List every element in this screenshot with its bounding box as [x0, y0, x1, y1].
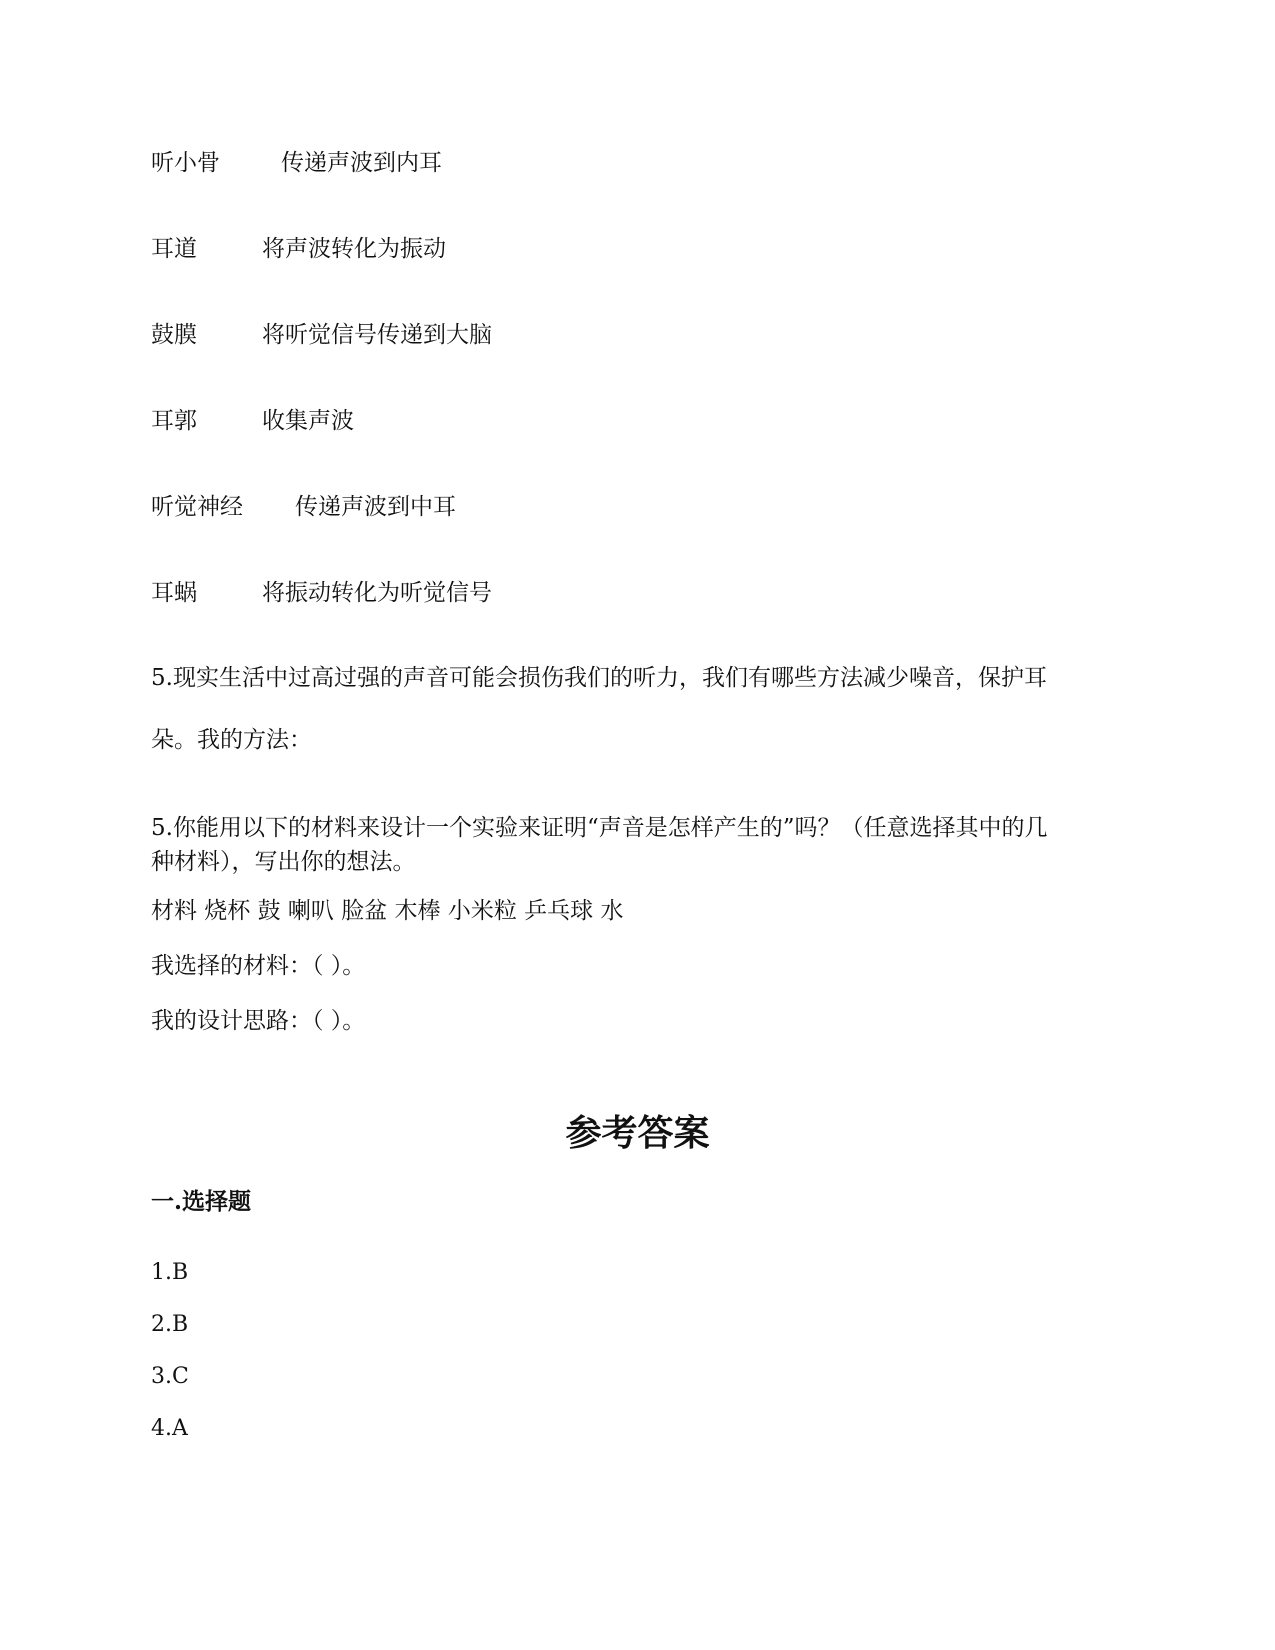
matching-definition: 将声波转化为振动	[262, 236, 446, 262]
matching-term: 听觉神经	[151, 494, 243, 520]
matching-term: 听小骨	[151, 150, 220, 176]
question-5a-line2: 朵。我的方法：	[151, 727, 312, 753]
section-heading: 一.选择题	[151, 1188, 252, 1215]
matching-definition: 将听觉信号传递到大脑	[262, 322, 492, 348]
question-5a-line1: 5.现实生活中过高过强的声音可能会损伤我们的听力，我们有哪些方法减少噪音，保护耳	[151, 665, 1047, 691]
question-5b-line1: 5.你能用以下的材料来设计一个实验来证明“声音是怎样产生的”吗？（任意选择其中的几	[151, 815, 1048, 841]
answer-title: 参考答案	[565, 1112, 710, 1154]
matching-term: 鼓膜	[151, 322, 197, 348]
question-5b-line2: 种材料），写出你的想法。	[151, 849, 416, 875]
matching-term: 耳蜗	[151, 580, 197, 606]
matching-row	[151, 322, 492, 348]
answer-item: 1.B	[151, 1260, 189, 1285]
materials-list: 材料 烧杯 鼓 喇叭 脸盆 木棒 小米粒 乒乓球 水	[151, 898, 624, 924]
matching-term: 耳道	[151, 236, 197, 262]
design-idea-line: 我的设计思路：（ ）。	[151, 1008, 366, 1034]
matching-definition: 传递声波到内耳	[281, 150, 442, 176]
answer-item: 4.A	[151, 1416, 188, 1441]
matching-term: 耳郭	[151, 408, 197, 434]
matching-definition: 传递声波到中耳	[295, 494, 456, 520]
matching-row	[151, 494, 456, 520]
matching-definition: 收集声波	[262, 408, 354, 434]
matching-row	[151, 236, 446, 262]
matching-row	[151, 580, 492, 606]
answer-item: 3.C	[151, 1364, 189, 1389]
chosen-materials-line: 我选择的材料：（ ）。	[151, 953, 366, 979]
matching-definition: 将振动转化为听觉信号	[262, 580, 492, 606]
matching-row	[151, 408, 354, 434]
answer-item: 2.B	[151, 1312, 189, 1337]
matching-row	[151, 150, 442, 176]
